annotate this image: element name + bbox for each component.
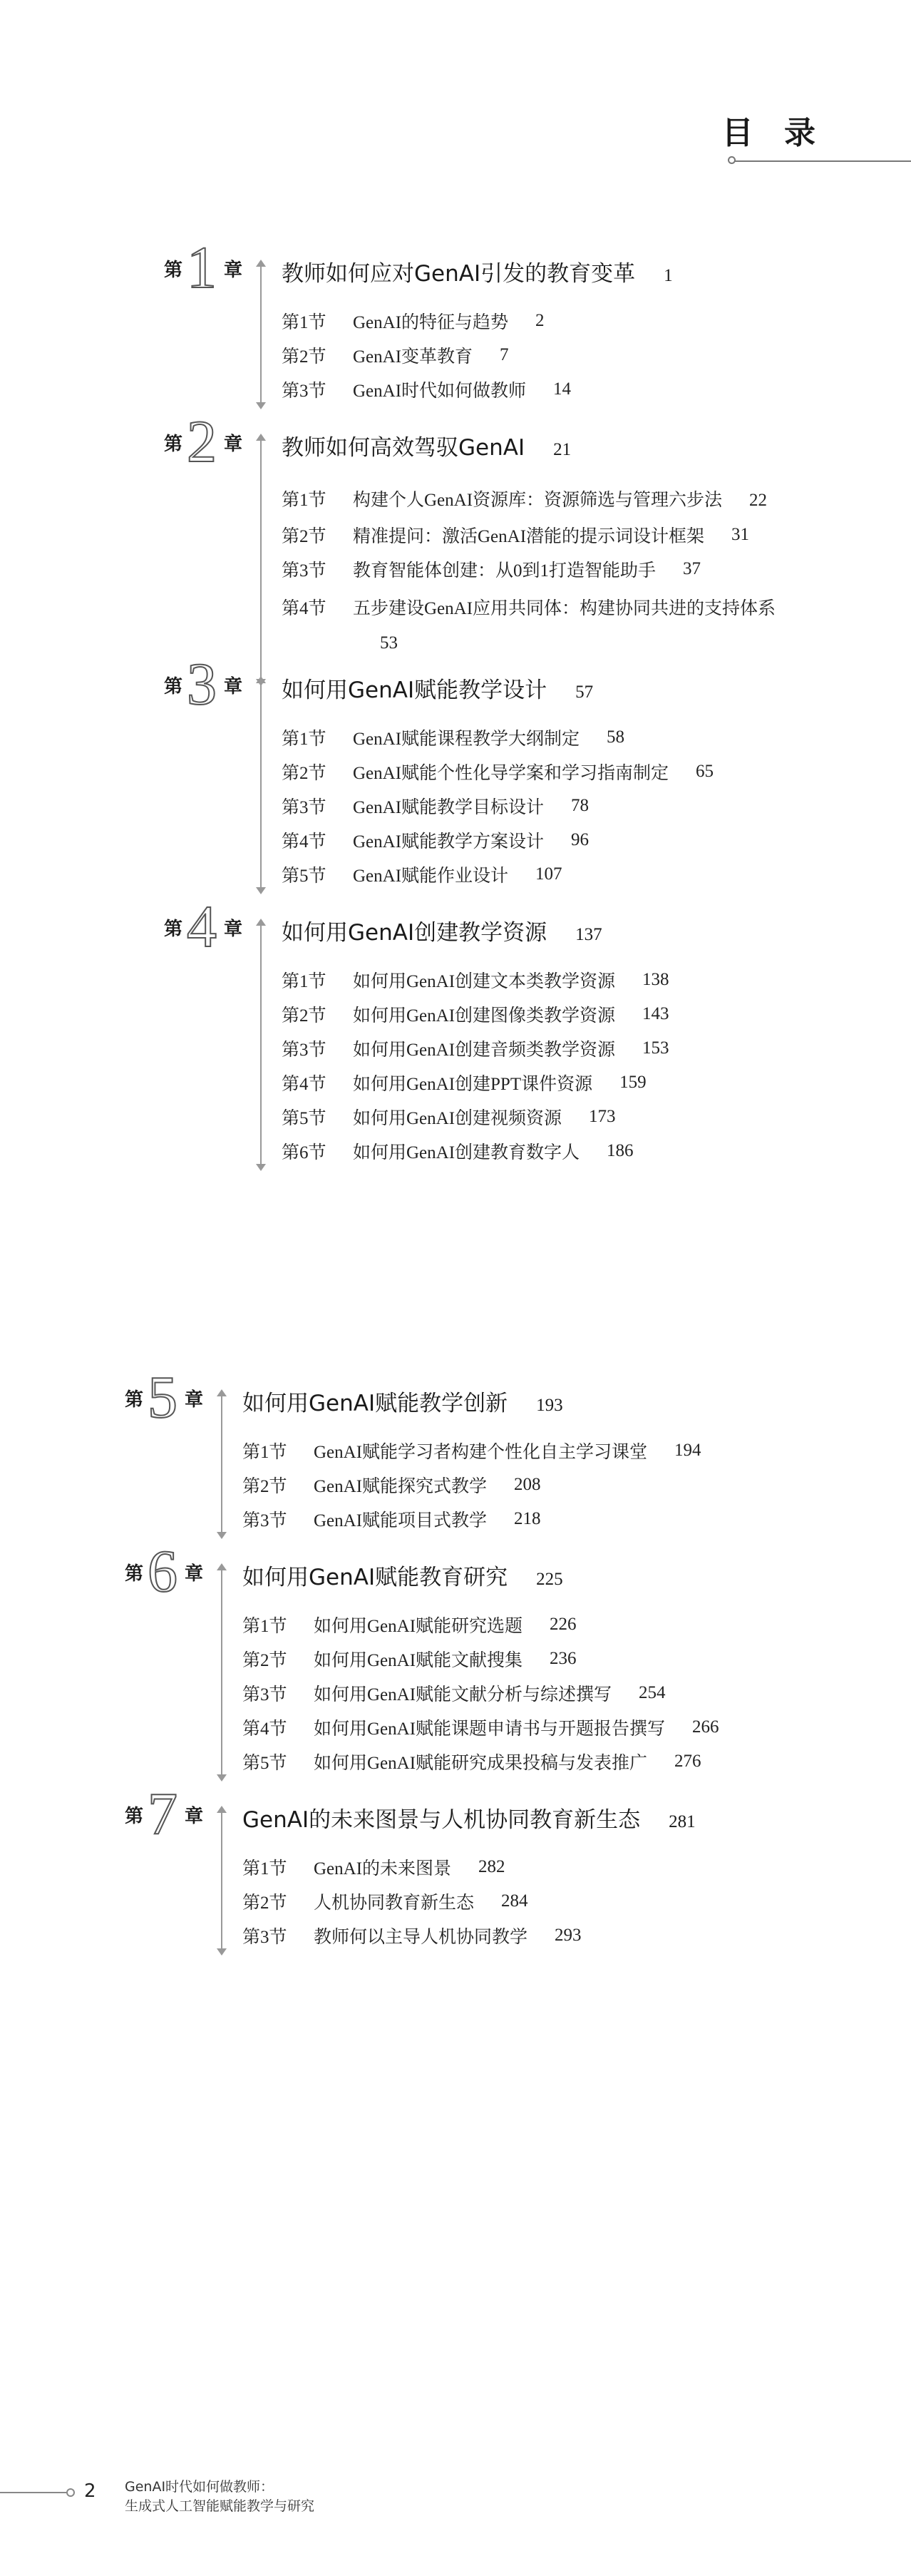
section-entry[interactable] bbox=[282, 857, 714, 891]
section-page-number: 96 bbox=[571, 830, 590, 849]
chapter-number-marker bbox=[125, 1781, 204, 1847]
chapter-title-text: 如何用GenAI赋能教学设计 bbox=[282, 678, 547, 703]
section-entry[interactable] bbox=[242, 1608, 719, 1642]
footer-rule bbox=[0, 2492, 68, 2493]
section-label: 第2节 bbox=[242, 1651, 287, 1670]
section-title: GenAI赋能探究式教学 bbox=[314, 1477, 488, 1496]
section-entry[interactable] bbox=[282, 478, 795, 518]
chapter-arrow-down bbox=[217, 1532, 227, 1539]
section-entry[interactable] bbox=[282, 586, 795, 660]
section-title: GenAI赋能作业设计 bbox=[353, 867, 509, 886]
section-label: 第4节 bbox=[282, 1075, 326, 1094]
chapter-page-number: 57 bbox=[575, 683, 594, 702]
title-rule bbox=[734, 160, 911, 162]
footer-rule-dot bbox=[66, 2488, 75, 2497]
section-label: 第3节 bbox=[242, 1511, 287, 1530]
section-page-number: 153 bbox=[642, 1038, 669, 1058]
section-page-number: 31 bbox=[731, 525, 750, 544]
chapter-arrow-down bbox=[256, 402, 266, 409]
section-entry[interactable] bbox=[242, 1918, 582, 1953]
section-label: 第4节 bbox=[282, 599, 326, 618]
section-entry[interactable] bbox=[282, 1134, 669, 1168]
section-page-number: 78 bbox=[571, 796, 590, 815]
chapter-number-marker bbox=[164, 651, 243, 717]
section-page-number: 173 bbox=[589, 1107, 616, 1126]
section-entry[interactable] bbox=[242, 1710, 719, 1744]
section-entry[interactable] bbox=[282, 1065, 669, 1100]
section-entry[interactable] bbox=[282, 1100, 669, 1134]
section-page-number: 208 bbox=[514, 1475, 541, 1494]
chapter-title[interactable] bbox=[282, 672, 593, 704]
section-page-number: 65 bbox=[696, 762, 714, 781]
section-page-number: 266 bbox=[692, 1717, 719, 1737]
section-title: 如何用GenAI创建教育数字人 bbox=[353, 1143, 580, 1162]
section-title: 如何用GenAI赋能研究选题 bbox=[314, 1617, 523, 1636]
chapter-suffix: 章 bbox=[224, 675, 243, 697]
section-label: 第6节 bbox=[282, 1143, 326, 1162]
chapter-number: 2 bbox=[187, 409, 217, 475]
chapter-title[interactable] bbox=[242, 1385, 563, 1417]
section-list bbox=[282, 720, 714, 891]
section-title: 构建个人GenAI资源库：资源筛选与管理六步法 bbox=[353, 491, 723, 510]
section-title: GenAI变革教育 bbox=[353, 347, 473, 367]
chapter-number-marker bbox=[125, 1364, 204, 1431]
chapter-page-number: 137 bbox=[575, 925, 602, 944]
chapter-number: 7 bbox=[148, 1781, 178, 1847]
section-label: 第2节 bbox=[242, 1893, 287, 1913]
section-title: 精准提问：激活GenAI潜能的提示词设计框架 bbox=[353, 527, 705, 546]
section-page-number: 37 bbox=[683, 559, 701, 578]
section-label: 第3节 bbox=[282, 1041, 326, 1060]
section-page-number: 293 bbox=[555, 1926, 582, 1945]
chapter-page-number: 193 bbox=[536, 1396, 563, 1415]
section-title: 教师何以主导人机协同教学 bbox=[314, 1928, 528, 1947]
section-title: GenAI的未来图景 bbox=[314, 1859, 452, 1879]
chapter-page-number: 281 bbox=[669, 1812, 696, 1831]
chapter-title[interactable] bbox=[282, 429, 571, 461]
section-page-number: 236 bbox=[550, 1649, 577, 1668]
section-label: 第4节 bbox=[242, 1719, 287, 1739]
section-entry[interactable] bbox=[282, 1031, 669, 1065]
section-page-number: 7 bbox=[500, 345, 509, 364]
chapter-arrow-down bbox=[256, 887, 266, 894]
chapter-prefix: 第 bbox=[125, 1389, 144, 1411]
chapter-suffix: 章 bbox=[185, 1563, 204, 1585]
section-page-number: 22 bbox=[749, 491, 768, 510]
chapter-title[interactable] bbox=[282, 255, 673, 287]
section-label: 第3节 bbox=[282, 382, 326, 401]
section-entry[interactable] bbox=[282, 755, 714, 789]
section-entry[interactable] bbox=[282, 552, 795, 586]
section-title: 五步建设GenAI应用共同体：构建协同共进的支持体系 bbox=[353, 599, 776, 618]
chapter-page-number: 21 bbox=[553, 440, 572, 459]
section-entry[interactable] bbox=[242, 1676, 719, 1710]
section-list bbox=[242, 1433, 701, 1536]
section-title: GenAI赋能课程教学大纲制定 bbox=[353, 730, 580, 749]
chapter-vertical-line bbox=[221, 1565, 222, 1776]
section-title: 如何用GenAI创建视频资源 bbox=[353, 1109, 562, 1128]
chapter-title[interactable] bbox=[242, 1801, 696, 1834]
section-label: 第1节 bbox=[242, 1617, 287, 1636]
chapter-number-marker bbox=[164, 235, 243, 301]
section-entry[interactable] bbox=[242, 1642, 719, 1676]
chapter-arrow-up bbox=[256, 434, 266, 441]
section-title-wrap bbox=[353, 592, 795, 660]
chapter-number: 1 bbox=[187, 235, 217, 301]
chapter-vertical-line bbox=[260, 678, 262, 889]
section-title: 如何用GenAI创建音频类教学资源 bbox=[353, 1041, 616, 1060]
section-label: 第5节 bbox=[282, 1109, 326, 1128]
section-title: GenAI赋能教学方案设计 bbox=[353, 832, 545, 852]
section-page-number: 284 bbox=[501, 1891, 528, 1911]
section-entry[interactable] bbox=[242, 1744, 719, 1779]
section-page-number: 143 bbox=[642, 1004, 669, 1023]
chapter-arrow-down bbox=[217, 1948, 227, 1956]
section-label: 第2节 bbox=[242, 1477, 287, 1496]
section-title: GenAI赋能教学目标设计 bbox=[353, 798, 545, 817]
chapter-prefix: 第 bbox=[164, 918, 183, 940]
chapter-vertical-line bbox=[260, 920, 262, 1165]
section-title: GenAI的特征与趋势 bbox=[353, 313, 509, 332]
section-entry[interactable] bbox=[282, 997, 669, 1031]
chapter-vertical-line bbox=[221, 1391, 222, 1533]
section-entry[interactable] bbox=[282, 518, 795, 552]
section-label: 第1节 bbox=[242, 1443, 287, 1462]
section-page-number: 282 bbox=[478, 1857, 505, 1876]
chapter-title[interactable] bbox=[242, 1559, 563, 1591]
chapter-prefix: 第 bbox=[125, 1805, 144, 1827]
section-entry[interactable] bbox=[282, 963, 669, 997]
footer-book-title-line2: 生成式人工智能赋能教学与研究 bbox=[125, 2498, 315, 2514]
title-rule-dot bbox=[728, 156, 736, 164]
section-page-number: 138 bbox=[642, 970, 669, 989]
chapter-title-text: 如何用GenAI赋能教育研究 bbox=[242, 1565, 508, 1590]
section-label: 第2节 bbox=[282, 764, 326, 783]
section-title: 教育智能体创建：从0到1打造智能助手 bbox=[353, 561, 657, 581]
section-page-number: 186 bbox=[607, 1141, 634, 1160]
chapter-title[interactable] bbox=[282, 914, 602, 946]
section-title: GenAI赋能个性化导学案和学习指南制定 bbox=[353, 764, 669, 783]
section-list bbox=[282, 478, 795, 660]
chapter-vertical-line bbox=[221, 1807, 222, 1950]
chapter-suffix: 章 bbox=[185, 1389, 204, 1411]
chapter-arrow-up bbox=[217, 1389, 227, 1396]
section-label: 第3节 bbox=[282, 798, 326, 817]
section-label: 第5节 bbox=[242, 1754, 287, 1773]
section-label: 第1节 bbox=[242, 1859, 287, 1879]
section-page-number: 53 bbox=[380, 633, 398, 653]
chapter-arrow-up bbox=[256, 919, 266, 926]
section-label: 第4节 bbox=[282, 832, 326, 852]
footer-book-title-line1: GenAI时代如何做教师： bbox=[125, 2479, 274, 2495]
section-title: 如何用GenAI赋能文献分析与综述撰写 bbox=[314, 1685, 612, 1704]
section-label: 第1节 bbox=[282, 313, 326, 332]
section-entry[interactable] bbox=[282, 372, 571, 407]
section-entry[interactable] bbox=[242, 1850, 582, 1884]
section-label: 第1节 bbox=[282, 730, 326, 749]
chapter-arrow-up bbox=[217, 1806, 227, 1813]
chapter-number-marker bbox=[125, 1538, 204, 1605]
chapter-prefix: 第 bbox=[125, 1563, 144, 1585]
chapter-number-marker bbox=[164, 409, 243, 475]
section-label: 第2节 bbox=[282, 1006, 326, 1026]
section-title: 如何用GenAI创建文本类教学资源 bbox=[353, 972, 616, 991]
section-label: 第2节 bbox=[282, 527, 326, 546]
chapter-prefix: 第 bbox=[164, 433, 183, 455]
chapter-arrow-down bbox=[217, 1774, 227, 1782]
section-page-number: 159 bbox=[619, 1073, 647, 1092]
section-label: 第3节 bbox=[242, 1685, 287, 1704]
section-entry[interactable] bbox=[282, 720, 714, 755]
chapter-arrow-up bbox=[256, 676, 266, 683]
section-entry[interactable] bbox=[242, 1884, 582, 1918]
section-page-number: 194 bbox=[674, 1441, 701, 1460]
section-page-number: 14 bbox=[553, 379, 572, 399]
page-title: 目 录 bbox=[721, 115, 825, 151]
chapter-page-number: 225 bbox=[536, 1570, 563, 1589]
section-entry[interactable] bbox=[242, 1433, 701, 1468]
footer-book-title bbox=[125, 2478, 314, 2516]
chapter-number: 4 bbox=[187, 894, 217, 960]
chapter-prefix: 第 bbox=[164, 259, 183, 281]
footer-page-number: 2 bbox=[84, 2480, 96, 2502]
chapter-suffix: 章 bbox=[185, 1805, 204, 1827]
section-title: GenAI时代如何做教师 bbox=[353, 382, 527, 401]
section-label: 第3节 bbox=[282, 561, 326, 581]
chapter-page-number: 1 bbox=[664, 266, 673, 285]
chapter-arrow-down bbox=[256, 1164, 266, 1171]
section-title: GenAI赋能项目式教学 bbox=[314, 1511, 488, 1530]
section-label: 第3节 bbox=[242, 1928, 287, 1947]
section-page-number: 226 bbox=[550, 1615, 577, 1634]
section-entry[interactable] bbox=[282, 823, 714, 857]
chapter-vertical-line bbox=[260, 435, 262, 680]
section-title-wrap bbox=[353, 484, 795, 518]
section-page-number: 2 bbox=[535, 311, 545, 330]
section-entry[interactable] bbox=[282, 789, 714, 823]
section-page-number: 58 bbox=[607, 727, 625, 747]
section-list bbox=[282, 963, 669, 1168]
chapter-title-text: 如何用GenAI赋能教学创新 bbox=[242, 1391, 508, 1416]
section-label: 第2节 bbox=[282, 347, 326, 367]
section-title: 如何用GenAI赋能课题申请书与开题报告撰写 bbox=[314, 1719, 666, 1739]
section-list bbox=[242, 1850, 582, 1953]
section-title: 如何用GenAI创建图像类教学资源 bbox=[353, 1006, 616, 1026]
chapter-title-text: 如何用GenAI创建教学资源 bbox=[282, 920, 547, 946]
chapter-title-text: 教师如何应对GenAI引发的教育变革 bbox=[282, 261, 636, 287]
chapter-suffix: 章 bbox=[224, 259, 243, 281]
section-title: 如何用GenAI赋能研究成果投稿与发表推广 bbox=[314, 1754, 648, 1773]
chapter-suffix: 章 bbox=[224, 918, 243, 940]
section-entry[interactable] bbox=[282, 338, 571, 372]
section-page-number: 107 bbox=[535, 864, 562, 884]
chapter-prefix: 第 bbox=[164, 675, 183, 697]
section-label: 第1节 bbox=[282, 972, 326, 991]
chapter-number: 3 bbox=[187, 651, 217, 717]
chapter-number: 5 bbox=[148, 1364, 178, 1431]
chapter-number: 6 bbox=[148, 1538, 178, 1605]
chapter-arrow-up bbox=[217, 1563, 227, 1570]
section-title: 人机协同教育新生态 bbox=[314, 1893, 475, 1913]
section-list bbox=[282, 304, 571, 407]
section-entry[interactable] bbox=[242, 1468, 701, 1502]
section-title: GenAI赋能学习者构建个性化自主学习课堂 bbox=[314, 1443, 648, 1462]
section-title: 如何用GenAI赋能文献搜集 bbox=[314, 1651, 523, 1670]
section-entry[interactable] bbox=[242, 1502, 701, 1536]
section-entry[interactable] bbox=[282, 304, 571, 338]
chapter-arrow-up bbox=[256, 260, 266, 267]
section-list bbox=[242, 1608, 719, 1779]
chapter-title-text: 教师如何高效驾驭GenAI bbox=[282, 435, 525, 461]
section-label: 第5节 bbox=[282, 867, 326, 886]
chapter-suffix: 章 bbox=[224, 433, 243, 455]
section-page-number: 276 bbox=[674, 1752, 701, 1771]
chapter-number-marker bbox=[164, 894, 243, 960]
chapter-title-text: GenAI的未来图景与人机协同教育新生态 bbox=[242, 1807, 641, 1833]
chapter-vertical-line bbox=[260, 261, 262, 404]
section-page-number: 218 bbox=[514, 1509, 541, 1528]
section-title: 如何用GenAI创建PPT课件资源 bbox=[353, 1075, 593, 1094]
section-label: 第1节 bbox=[282, 491, 326, 510]
section-page-number: 254 bbox=[639, 1683, 666, 1702]
